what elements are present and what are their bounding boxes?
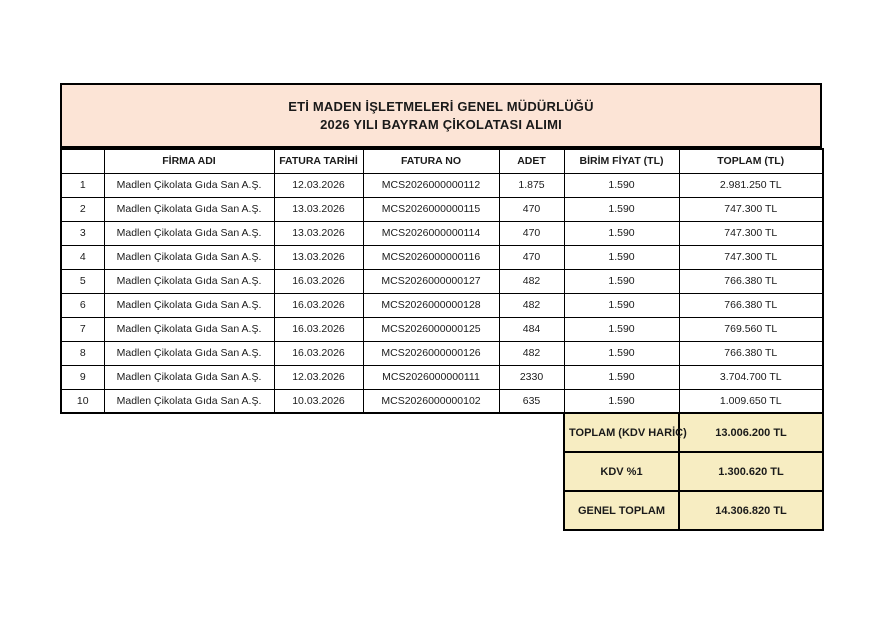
cell-firma-adi: Madlen Çikolata Gıda San A.Ş. bbox=[104, 221, 274, 245]
cell-birim-fiyat: 1.590 bbox=[564, 221, 679, 245]
cell-fatura-no: MCS2026000000102 bbox=[363, 389, 499, 413]
cell-adet: 1.875 bbox=[499, 173, 564, 197]
cell-toplam: 766.380 TL bbox=[679, 269, 823, 293]
cell-fatura-tarihi: 16.03.2026 bbox=[274, 317, 363, 341]
cell-adet: 482 bbox=[499, 293, 564, 317]
cell-birim-fiyat: 1.590 bbox=[564, 245, 679, 269]
column-header-adet: ADET bbox=[499, 149, 564, 173]
cell-adet: 470 bbox=[499, 197, 564, 221]
column-header-toplam: TOPLAM (TL) bbox=[679, 149, 823, 173]
invoice-table bbox=[60, 148, 824, 414]
cell-row-number: 1 bbox=[61, 173, 104, 197]
cell-adet: 482 bbox=[499, 341, 564, 365]
cell-birim-fiyat: 1.590 bbox=[564, 365, 679, 389]
cell-fatura-tarihi: 16.03.2026 bbox=[274, 269, 363, 293]
summary-label: KDV %1 bbox=[564, 452, 679, 491]
table-row bbox=[61, 173, 823, 197]
table-row bbox=[61, 293, 823, 317]
table-row bbox=[61, 317, 823, 341]
cell-fatura-tarihi: 13.03.2026 bbox=[274, 245, 363, 269]
invoice-rows bbox=[61, 173, 823, 413]
cell-firma-adi: Madlen Çikolata Gıda San A.Ş. bbox=[104, 365, 274, 389]
cell-row-number: 7 bbox=[61, 317, 104, 341]
cell-fatura-no: MCS2026000000128 bbox=[363, 293, 499, 317]
cell-birim-fiyat: 1.590 bbox=[564, 197, 679, 221]
cell-birim-fiyat: 1.590 bbox=[564, 173, 679, 197]
cell-firma-adi: Madlen Çikolata Gıda San A.Ş. bbox=[104, 341, 274, 365]
cell-firma-adi: Madlen Çikolata Gıda San A.Ş. bbox=[104, 389, 274, 413]
summary-value: 14.306.820 TL bbox=[679, 491, 823, 530]
cell-fatura-tarihi: 12.03.2026 bbox=[274, 365, 363, 389]
cell-toplam: 2.981.250 TL bbox=[679, 173, 823, 197]
cell-fatura-tarihi: 12.03.2026 bbox=[274, 173, 363, 197]
summary-row bbox=[564, 413, 823, 452]
column-header-birim-fiyat: BİRİM FİYAT (TL) bbox=[564, 149, 679, 173]
column-header-no bbox=[61, 149, 104, 173]
cell-toplam: 3.704.700 TL bbox=[679, 365, 823, 389]
title-line-2: 2026 YILI BAYRAM ÇİKOLATASI ALIMI bbox=[320, 117, 562, 132]
table-row bbox=[61, 221, 823, 245]
title-block bbox=[60, 83, 822, 148]
cell-adet: 2330 bbox=[499, 365, 564, 389]
summary-value: 13.006.200 TL bbox=[679, 413, 823, 452]
cell-row-number: 4 bbox=[61, 245, 104, 269]
cell-fatura-tarihi: 13.03.2026 bbox=[274, 197, 363, 221]
cell-adet: 470 bbox=[499, 221, 564, 245]
cell-fatura-no: MCS2026000000115 bbox=[363, 197, 499, 221]
table-row bbox=[61, 341, 823, 365]
table-row bbox=[61, 365, 823, 389]
cell-fatura-no: MCS2026000000126 bbox=[363, 341, 499, 365]
cell-firma-adi: Madlen Çikolata Gıda San A.Ş. bbox=[104, 245, 274, 269]
cell-toplam: 747.300 TL bbox=[679, 245, 823, 269]
table-row bbox=[61, 389, 823, 413]
document-table bbox=[60, 83, 822, 531]
cell-fatura-tarihi: 16.03.2026 bbox=[274, 293, 363, 317]
cell-fatura-no: MCS2026000000127 bbox=[363, 269, 499, 293]
summary-label: TOPLAM (KDV HARİÇ) bbox=[564, 413, 679, 452]
cell-birim-fiyat: 1.590 bbox=[564, 389, 679, 413]
cell-toplam: 1.009.650 TL bbox=[679, 389, 823, 413]
table-row bbox=[61, 269, 823, 293]
cell-fatura-no: MCS2026000000125 bbox=[363, 317, 499, 341]
summary-row bbox=[564, 452, 823, 491]
summary-rows bbox=[564, 413, 823, 530]
table-row bbox=[61, 197, 823, 221]
summary-label: GENEL TOPLAM bbox=[564, 491, 679, 530]
summary-table bbox=[563, 412, 824, 531]
cell-toplam: 766.380 TL bbox=[679, 341, 823, 365]
summary-value: 1.300.620 TL bbox=[679, 452, 823, 491]
cell-row-number: 6 bbox=[61, 293, 104, 317]
column-header-fatura-no: FATURA NO bbox=[363, 149, 499, 173]
cell-firma-adi: Madlen Çikolata Gıda San A.Ş. bbox=[104, 293, 274, 317]
table-row bbox=[61, 245, 823, 269]
cell-row-number: 8 bbox=[61, 341, 104, 365]
cell-birim-fiyat: 1.590 bbox=[564, 317, 679, 341]
title-line-1: ETİ MADEN İŞLETMELERİ GENEL MÜDÜRLÜĞÜ bbox=[288, 99, 594, 114]
cell-fatura-no: MCS2026000000116 bbox=[363, 245, 499, 269]
cell-row-number: 9 bbox=[61, 365, 104, 389]
cell-row-number: 10 bbox=[61, 389, 104, 413]
cell-firma-adi: Madlen Çikolata Gıda San A.Ş. bbox=[104, 197, 274, 221]
cell-fatura-tarihi: 10.03.2026 bbox=[274, 389, 363, 413]
cell-adet: 470 bbox=[499, 245, 564, 269]
cell-toplam: 747.300 TL bbox=[679, 197, 823, 221]
cell-row-number: 3 bbox=[61, 221, 104, 245]
header-row bbox=[61, 149, 823, 173]
cell-adet: 484 bbox=[499, 317, 564, 341]
cell-row-number: 5 bbox=[61, 269, 104, 293]
cell-fatura-no: MCS2026000000112 bbox=[363, 173, 499, 197]
cell-firma-adi: Madlen Çikolata Gıda San A.Ş. bbox=[104, 269, 274, 293]
cell-birim-fiyat: 1.590 bbox=[564, 293, 679, 317]
cell-firma-adi: Madlen Çikolata Gıda San A.Ş. bbox=[104, 317, 274, 341]
column-header-firma-adi: FİRMA ADI bbox=[104, 149, 274, 173]
column-header-fatura-tarihi: FATURA TARİHİ bbox=[274, 149, 363, 173]
cell-fatura-no: MCS2026000000114 bbox=[363, 221, 499, 245]
cell-fatura-tarihi: 13.03.2026 bbox=[274, 221, 363, 245]
cell-toplam: 769.560 TL bbox=[679, 317, 823, 341]
cell-firma-adi: Madlen Çikolata Gıda San A.Ş. bbox=[104, 173, 274, 197]
cell-toplam: 747.300 TL bbox=[679, 221, 823, 245]
cell-birim-fiyat: 1.590 bbox=[564, 341, 679, 365]
cell-birim-fiyat: 1.590 bbox=[564, 269, 679, 293]
cell-row-number: 2 bbox=[61, 197, 104, 221]
cell-adet: 635 bbox=[499, 389, 564, 413]
cell-fatura-tarihi: 16.03.2026 bbox=[274, 341, 363, 365]
cell-adet: 482 bbox=[499, 269, 564, 293]
summary-row bbox=[564, 491, 823, 530]
cell-fatura-no: MCS2026000000111 bbox=[363, 365, 499, 389]
cell-toplam: 766.380 TL bbox=[679, 293, 823, 317]
